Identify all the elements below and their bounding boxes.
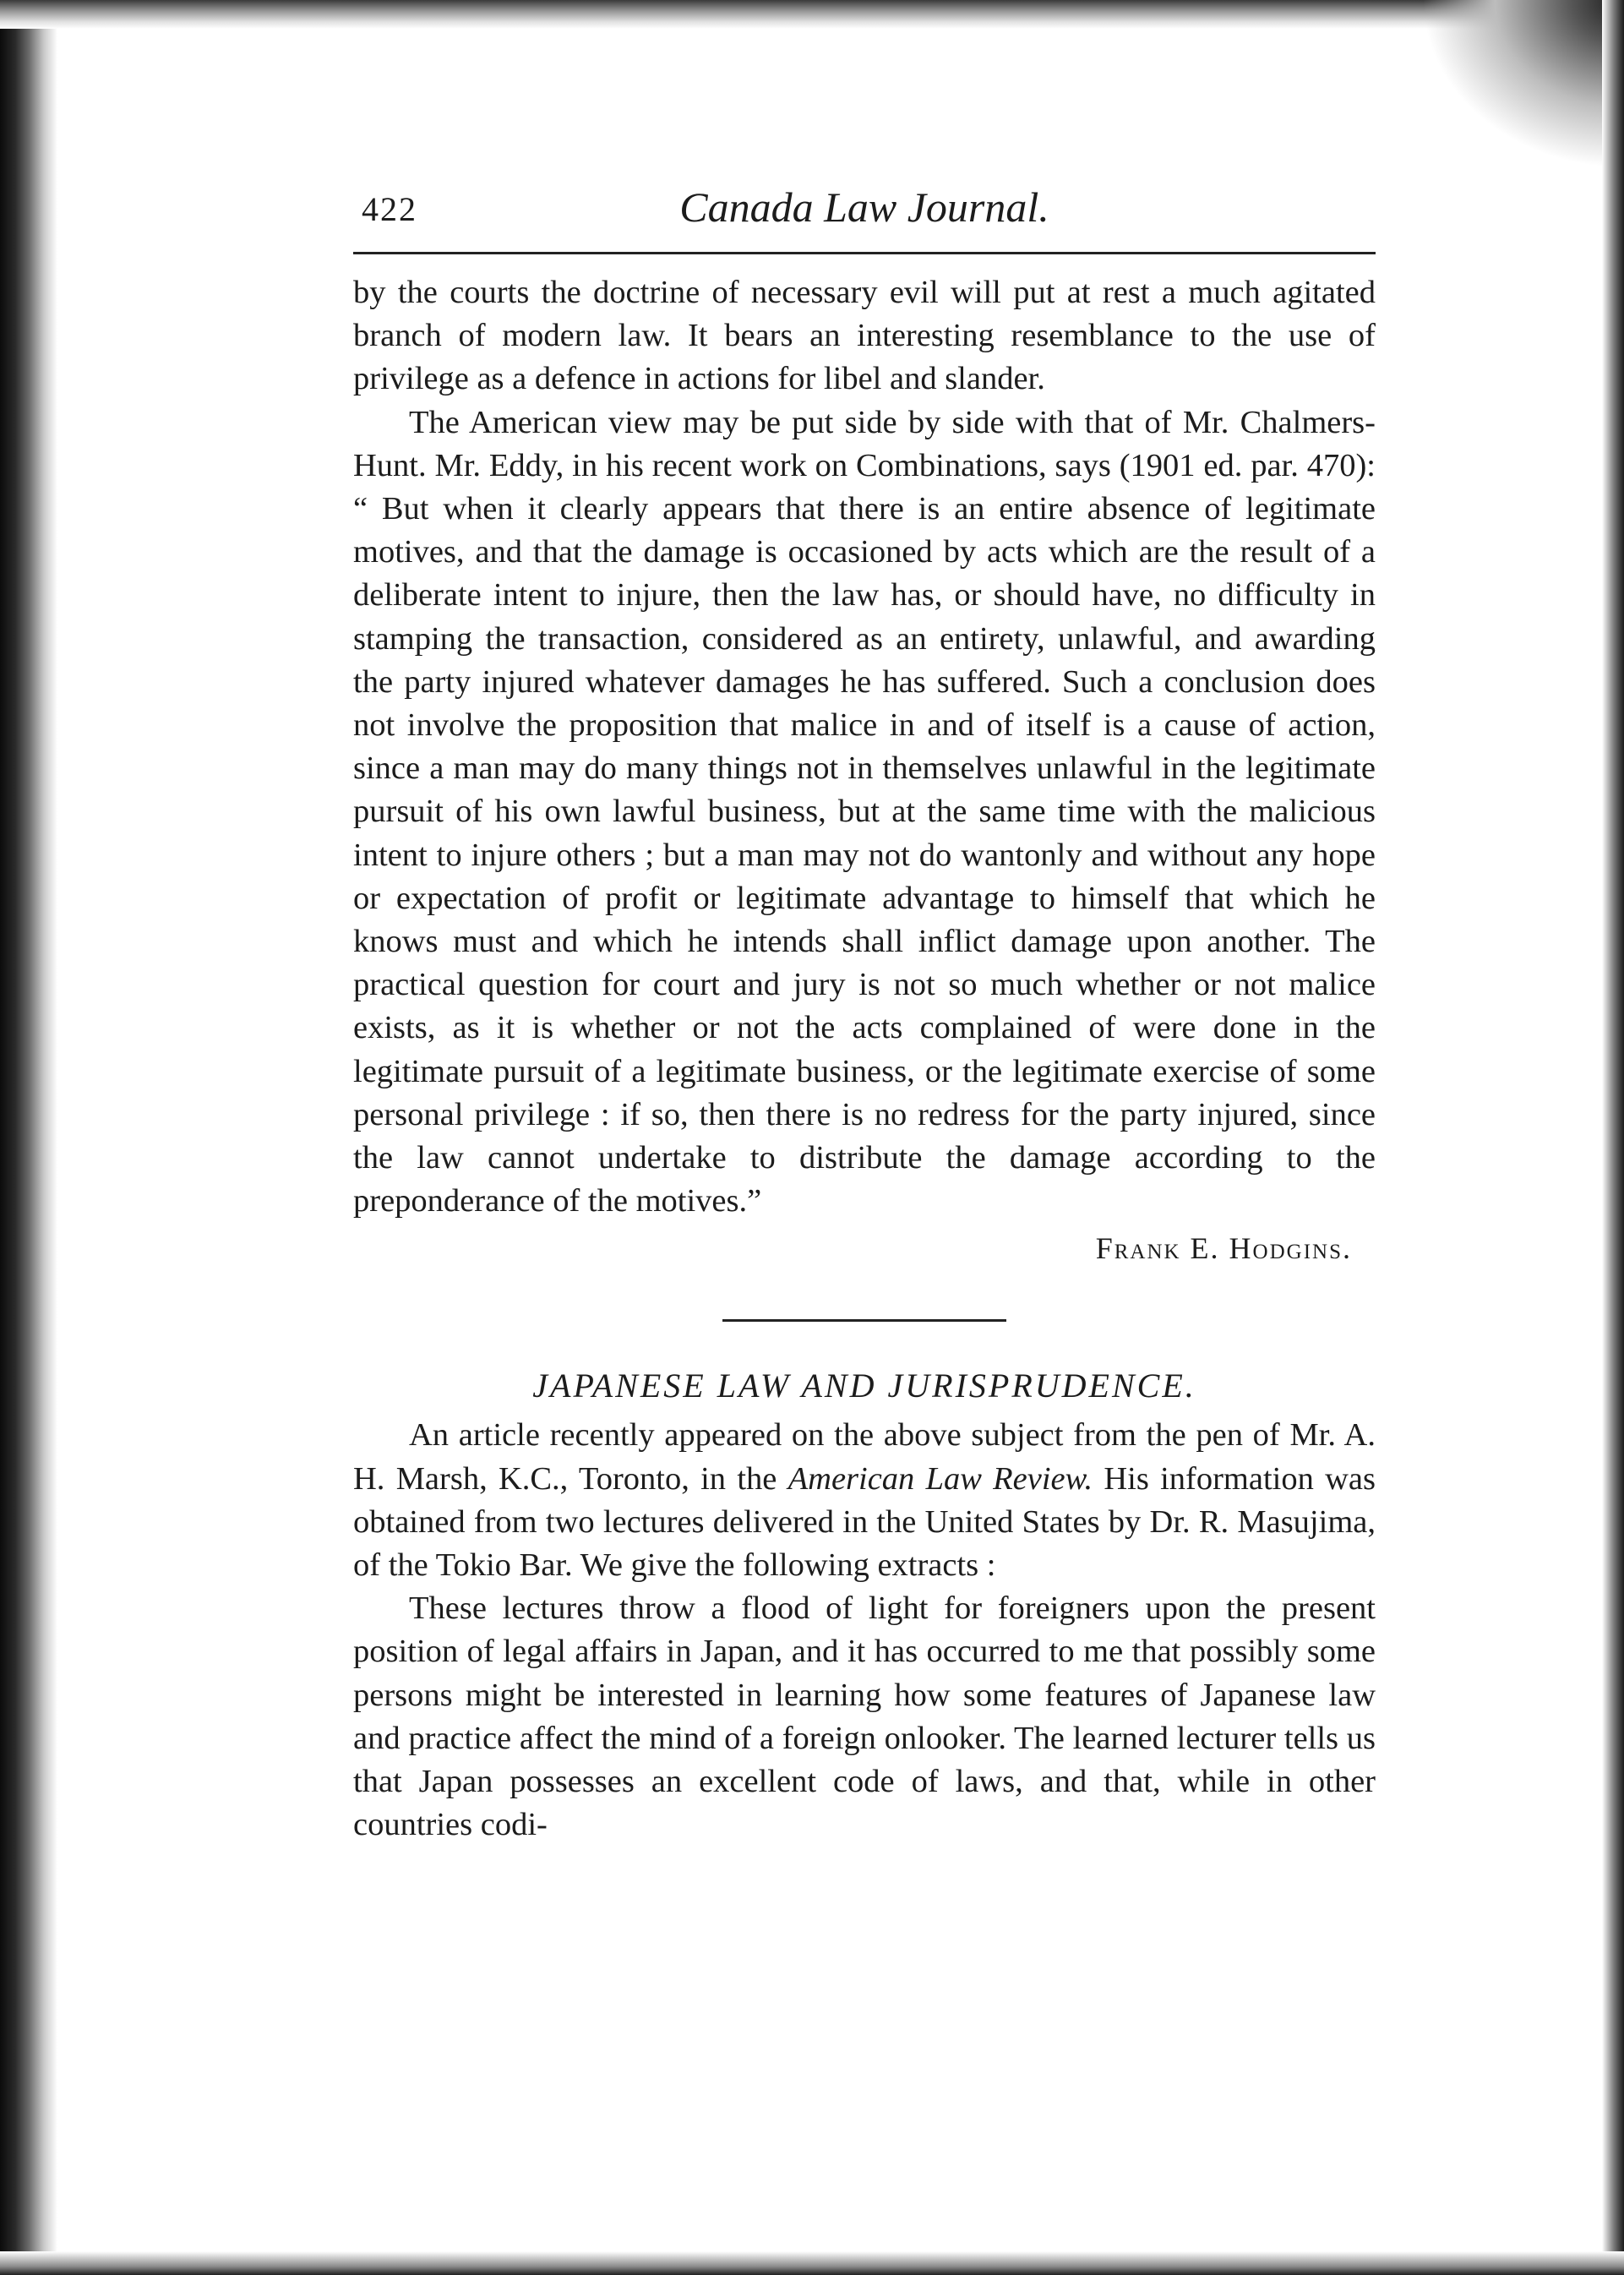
scan-edge-bottom <box>0 2251 1624 2275</box>
scan-edge-right <box>1602 0 1624 2275</box>
scan-edge-top <box>0 0 1624 29</box>
paragraph-continued: by the courts the doctrine of necessary evil will put at rest a much agitated branch of modern law. It bears an interesting resemblance to the use of privilege as a defence in actions for libel and slander. <box>353 275 1376 397</box>
running-head <box>353 177 1376 245</box>
review-title: American Law Review. <box>787 1460 1093 1497</box>
page-content <box>353 177 1376 1847</box>
intro-text-before: An article recently appeared on the above subject from the pen of Mr. A. H. Marsh, K.C., Toronto, in the <box>353 1417 1376 1497</box>
page-number: 422 <box>362 190 417 228</box>
journal-title: Canada Law Journal. <box>679 183 1049 231</box>
scan-edge-left <box>0 0 57 2275</box>
article-continuation <box>353 271 1376 1223</box>
paragraph-lectures: These lectures throw a flood of light for foreigners upon the present position of legal affairs in Japan, and it has occurred to me that possibly some persons might be interested in learning how some features of Japanese law and practice affect the mind of a foreign onlooker. The learned lecturer tells us that Japan possesses an excellent code of laws, and that, while in other countries codi- <box>353 1590 1376 1843</box>
author-signature: Frank E. Hodgins. <box>1095 1231 1352 1266</box>
paragraph-american-view: The American view may be put side by side with that of Mr. Chalmers-Hunt. Mr. Eddy, in his recent work on Combinations, says (1901 ed. par. 470): “ But when it clearly appears that there is an entire absence of legitimate motives, and that the damage is occasioned by acts which are the result of a deliberate intent to injure, then the law has, or should have, no difficulty in stamping the transaction, considered as an entirety, unlawful, and awarding the party injured whatever damages he has suffered. Such a conclusion does not involve the proposition that malice in and of itself is a cause of action, since a man may do many things not in themselves unlawful in the legitimate pursuit of his own lawful business, but at the same time with the malicious intent to injure others ; but a man may not do wantonly and without any hope or expectation of profit or legitimate advantage to himself that which he knows must and which he intends shall inflict damage upon another. The practical question for court and jury is not so much whether or not malice exists, as it is whether or not the acts complained of were done in the legitimate pursuit of a legitimate business, or the legitimate exercise of some personal privilege : if so, then there is no redress for the party injured, since the law cannot undertake to distribute the damage according to the preponderance of the motives.” <box>353 404 1376 1219</box>
header-rule <box>353 252 1376 254</box>
section-divider <box>722 1319 1006 1322</box>
article-title: JAPANESE LAW AND JURISPRUDENCE. <box>532 1367 1196 1405</box>
paragraph-intro <box>353 1414 1376 1587</box>
intro-text-after: His information was obtained from two lectures delivered in the United States by Dr. R. Masujima, of the Tokio Bar. We give the following extracts : <box>353 1460 1376 1584</box>
scan-corner-top-right <box>1421 0 1624 169</box>
japanese-law-article <box>353 1414 1376 1847</box>
